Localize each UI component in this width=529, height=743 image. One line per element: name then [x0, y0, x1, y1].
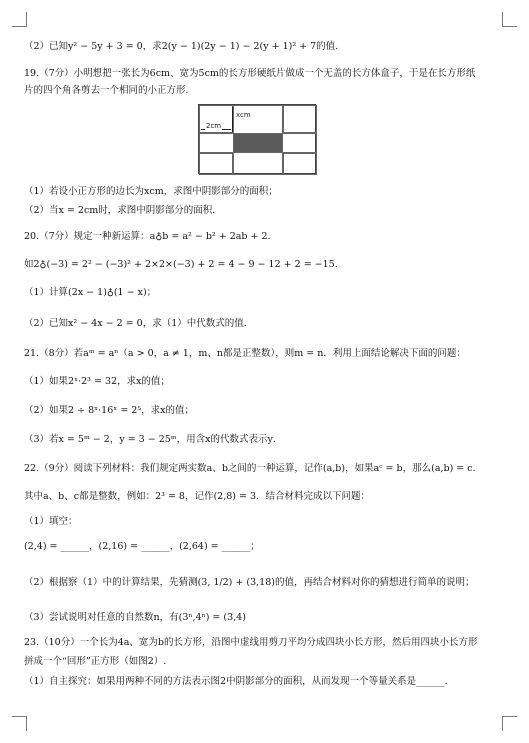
q19-stem-2: 片的四个角各剪去一个相同的小正方形.	[24, 85, 189, 96]
q22-stem-1: 22.（9分）阅读下列材料：我们规定两实数a、b之间的一种运算，记作(a,b)，如果aᶜ = b，那么(a,b) = c．	[24, 463, 483, 474]
q19-part1: （1）若设小正方形的边长为xcm，求图中阴影部分的面积；	[24, 186, 278, 197]
shaded-region	[234, 134, 282, 152]
q20-stem: 20.（7分）规定一种新运算：a♁b = a² − b² + 2ab + 2.	[24, 231, 271, 242]
crop-mark-top-left	[12, 12, 27, 27]
dimension-arrow-vertical	[232, 107, 233, 132]
figure-cell	[199, 153, 233, 175]
q21-part2: （2）如果2 ÷ 8ˣ·16ˣ = 2⁵，求x的值；	[24, 405, 195, 416]
q20-part2: （2）已知x² − 4x − 2 = 0，求（1）中代数式的值.	[24, 318, 247, 329]
q22-stem-2: 其中a、b、c都是整数，例如：2³ = 8，记作(2,8) = 3．结合材料完成以下问题：	[24, 491, 371, 502]
q20-part1: （1）计算(2x − 1)♁(1 − x)；	[24, 287, 157, 298]
label-2cm: 2cm	[206, 122, 222, 130]
crop-mark-bottom-left	[12, 716, 27, 731]
label-xcm: xcm	[236, 111, 251, 119]
q23-stem-2: 拼成一个“回形”正方形（如图2）.	[24, 656, 167, 667]
q21-part3: （3）若x = 5ᵐ − 2，y = 3 − 25ᵐ，用含x的代数式表示y．	[24, 434, 283, 445]
crop-mark-bottom-right	[502, 716, 517, 731]
crop-mark-top-right	[502, 12, 517, 27]
q21-stem: 21.（8分）若aᵐ = aⁿ（a > 0，a ≠ 1，m、n都是正整数），则m = n．利用上面结论解决下面的问题：	[24, 348, 466, 359]
q21-part1: （1）如果2ˣ·2³ = 32，求x的值；	[24, 376, 170, 387]
q23-stem-1: 23.（10分）一个长为4a、宽为b的长方形，沿图中虚线用剪刀平均分成四块小长方形，然后用四块小长方形	[24, 637, 478, 648]
figure-cell	[283, 153, 317, 175]
q19-stem-1: 19.（7分）小明想把一张长为6cm、宽为5cm的长方形硬纸片做成一个无盖的长方体盒子，于是在长方形纸	[24, 68, 476, 79]
q22-part1-blanks: (2,4) = ______，(2,16) = ______，(2,64) = ______；	[24, 541, 260, 552]
q22-part3: （3）尝试说明对任意的自然数n，有(3ⁿ,4ⁿ) = (3,4)	[24, 612, 246, 623]
q22-part1: （1）填空：	[24, 516, 78, 527]
q19-part2: （2）当x = 2cm时，求图中阴影部分的面积.	[24, 205, 216, 216]
q22-part2: （2）根据察（1）中的计算结果，先猜测(3, 1/2) + (3,18)的值，再结合材料对你的猜想进行简单的说明；	[24, 577, 475, 588]
q20-example: 如2♁(−3) = 2² − (−3)² + 2×2×(−3) + 2 = 4 − 9 − 12 + 2 = −15.	[24, 259, 338, 270]
q18-part2: （2）已知y² − 5y + 3 = 0，求2(y − 1)(2y − 1) − 2(y + 1)² + 7的值.	[24, 41, 339, 52]
figure-cell	[283, 105, 317, 133]
q19-figure	[198, 104, 316, 174]
q23-part1: （1）自主探究：如果用两种不同的方法表示图2中阴影部分的面积，从而发现一个等量关系是______.	[24, 676, 448, 687]
